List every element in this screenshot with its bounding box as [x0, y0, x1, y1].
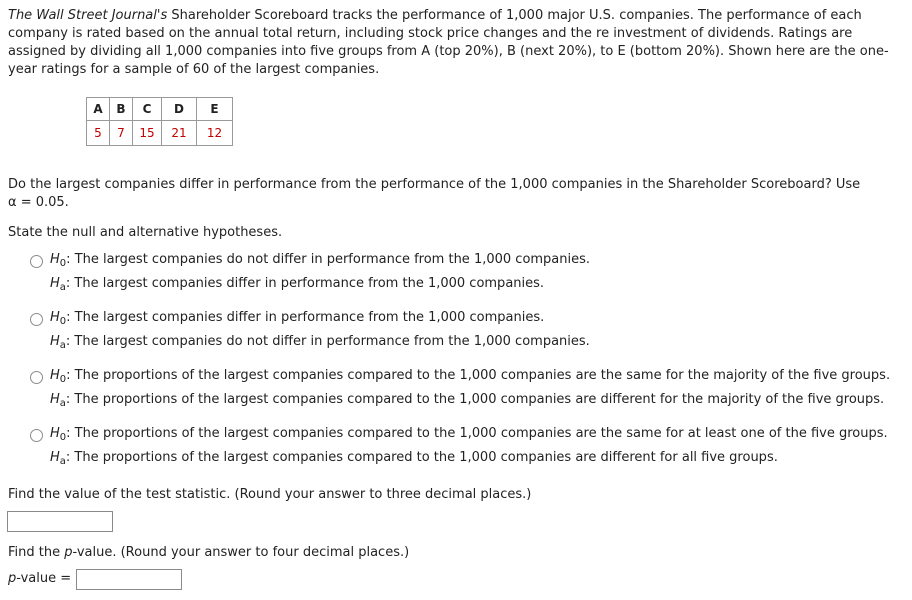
radio-button-4[interactable] [30, 429, 43, 442]
header-cell-d: D [162, 98, 197, 121]
test-statistic-prompt: Find the value of the test statistic. (Round your answer to three decimal places.) [8, 487, 532, 502]
source-name: The Wall Street Journal's [8, 8, 168, 23]
header-cell-e: E [197, 98, 233, 121]
option-2-ha: $H_a$: The largest companies do not differ in performance from the 1,000 companies. [50, 334, 590, 351]
value-cell-d: 21 [162, 121, 197, 146]
value-cell-a: 5 [87, 121, 110, 146]
problem-intro [8, 7, 904, 79]
p-value-label: p-value = [8, 571, 72, 586]
header-cell-c: C [133, 98, 162, 121]
option-4-h0: $H_0$: The proportions of the largest companies compared to the 1,000 companies are the same for at least one of the five groups. [50, 426, 888, 443]
ratings-header-row [87, 98, 233, 121]
intro-text: Shareholder Scoreboard tracks the performance of 1,000 major U.S. companies. The performance of each company is rated based on the annual total return, including stock price changes and the re investment of dividends. Ratings are assigned by dividing all 1,000 companies into five groups from A (top 20%), B (next 20%), to E (bottom 20%). Shown here are the one-year ratings for a sample of 60 of the largest companies. [8, 8, 889, 77]
value-cell-b: 7 [110, 121, 133, 146]
option-2-h0: $H_0$: The largest companies differ in performance from the 1,000 companies. [50, 310, 545, 327]
ratings-value-row [87, 121, 233, 146]
hypotheses-instruction: State the null and alternative hypotheses. [8, 225, 283, 240]
radio-button-3[interactable] [30, 371, 43, 384]
option-4-ha: $H_a$: The proportions of the largest companies compared to the 1,000 companies are different for all five groups. [50, 450, 778, 467]
p-value-input[interactable] [76, 569, 182, 590]
question-line-2: α = 0.05. [8, 195, 69, 210]
question-line-1: Do the largest companies differ in performance from the performance of the 1,000 companies in the Shareholder Scoreboard? Use [8, 177, 861, 192]
option-3-ha: $H_a$: The proportions of the largest companies compared to the 1,000 companies are different for the majority of the five groups. [50, 392, 885, 409]
question-text [8, 176, 904, 212]
header-cell-a: A [87, 98, 110, 121]
p-value-prompt: Find the p-value. (Round your answer to four decimal places.) [8, 545, 410, 560]
radio-button-1[interactable] [30, 255, 43, 268]
value-cell-c: 15 [133, 121, 162, 146]
header-cell-b: B [110, 98, 133, 121]
option-1-h0: $H_0$: The largest companies do not differ in performance from the 1,000 companies. [50, 252, 591, 269]
option-1-ha: $H_a$: The largest companies differ in performance from the 1,000 companies. [50, 276, 545, 293]
value-cell-e: 12 [197, 121, 233, 146]
test-statistic-input[interactable] [7, 511, 113, 532]
radio-button-2[interactable] [30, 313, 43, 326]
option-3-h0: $H_0$: The proportions of the largest companies compared to the 1,000 companies are the same for the majority of the five groups. [50, 368, 891, 385]
ratings-table [86, 97, 233, 146]
